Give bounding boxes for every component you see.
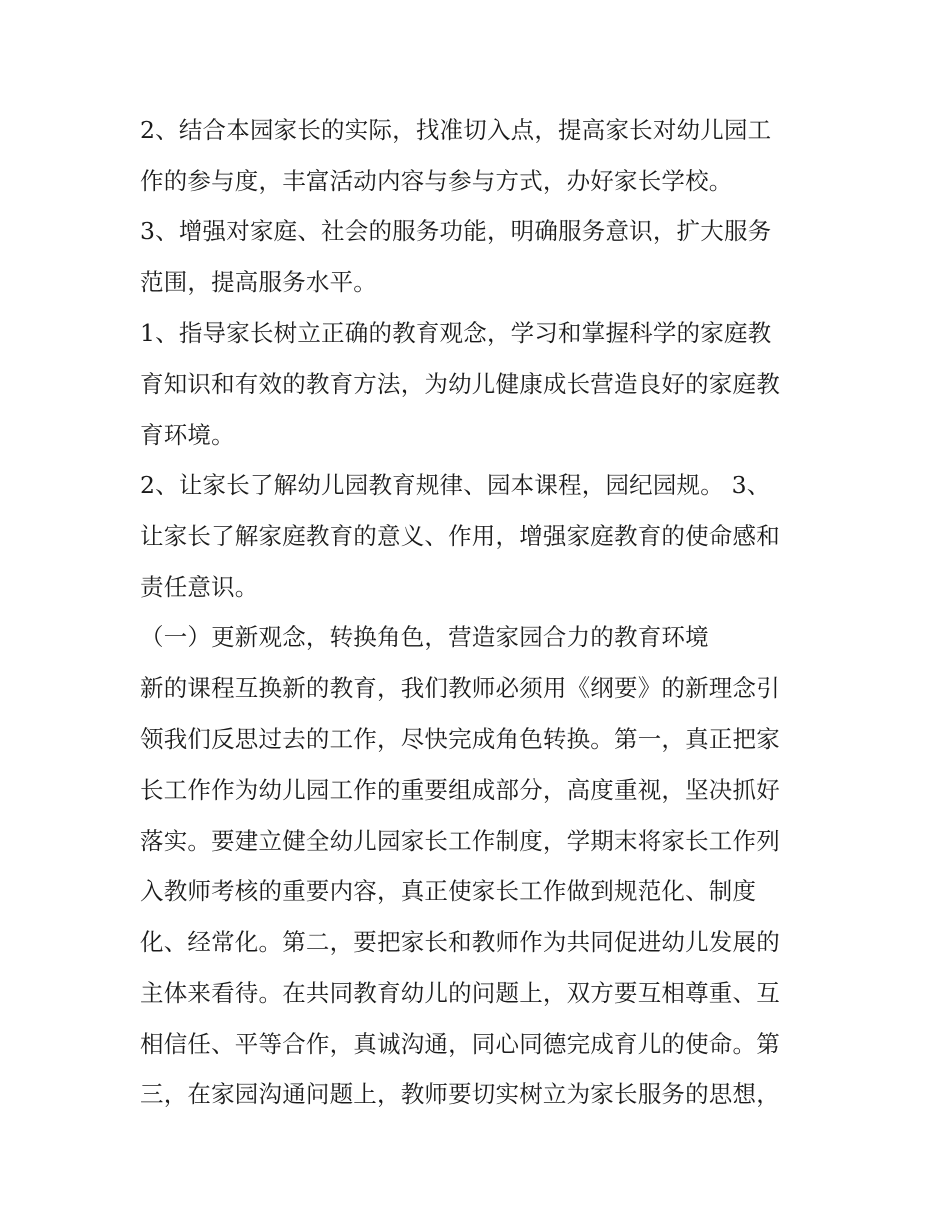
text-line: 育环境。 [140,421,235,449]
text-line: 范围，提高服务水平。 [140,268,377,296]
text-line: 长工作作为幼儿园工作的重要组成部分，高度重视，坚决抓好 [140,776,780,804]
text-line: 三，在家园沟通问题上，教师要切实树立为家长服务的思想， [140,1080,780,1108]
text-line: 责任意识。 [140,573,259,601]
text-line: 落实。要建立健全幼儿园家长工作制度，学期末将家长工作列 [140,827,780,855]
text-line: 让家长了解家庭教育的意义、作用，增强家庭教育的使命感和 [140,522,780,550]
text-line: 1、指导家长树立正确的教育观念，学习和掌握科学的家庭教 [140,319,772,347]
text-line: 入教师考核的重要内容，真正使家长工作做到规范化、制度 [140,877,757,905]
text-line: 3、增强对家庭、社会的服务功能，明确服务意识，扩大服务 [140,217,772,245]
text-line: 化、经常化。第二，要把家长和教师作为共同促进幼儿发展的 [140,928,780,956]
text-line: 2、让家长了解幼儿园教育规律、园本课程，园纪园规。 3、 [140,471,771,499]
text-line: 新的课程互换新的教育，我们教师必须用《纲要》的新理念引 [140,674,780,702]
text-line: 作的参与度，丰富活动内容与参与方式，办好家长学校。 [140,167,733,195]
text-line: 领我们反思过去的工作，尽快完成角色转换。第一，真正把家 [140,725,780,753]
text-line: 主体来看待。在共同教育幼儿的问题上，双方要互相尊重、互 [140,979,780,1007]
text-line: 相信任、平等合作，真诚沟通，同心同德完成育儿的使命。第 [140,1030,780,1058]
section-heading: （一）更新观念，转换角色，营造家园合力的教育环境 [140,623,709,651]
text-line: 育知识和有效的教育方法，为幼儿健康成长营造良好的家庭教 [140,370,780,398]
text-line: 2、结合本园家长的实际，找准切入点，提高家长对幼儿园工 [140,116,772,144]
